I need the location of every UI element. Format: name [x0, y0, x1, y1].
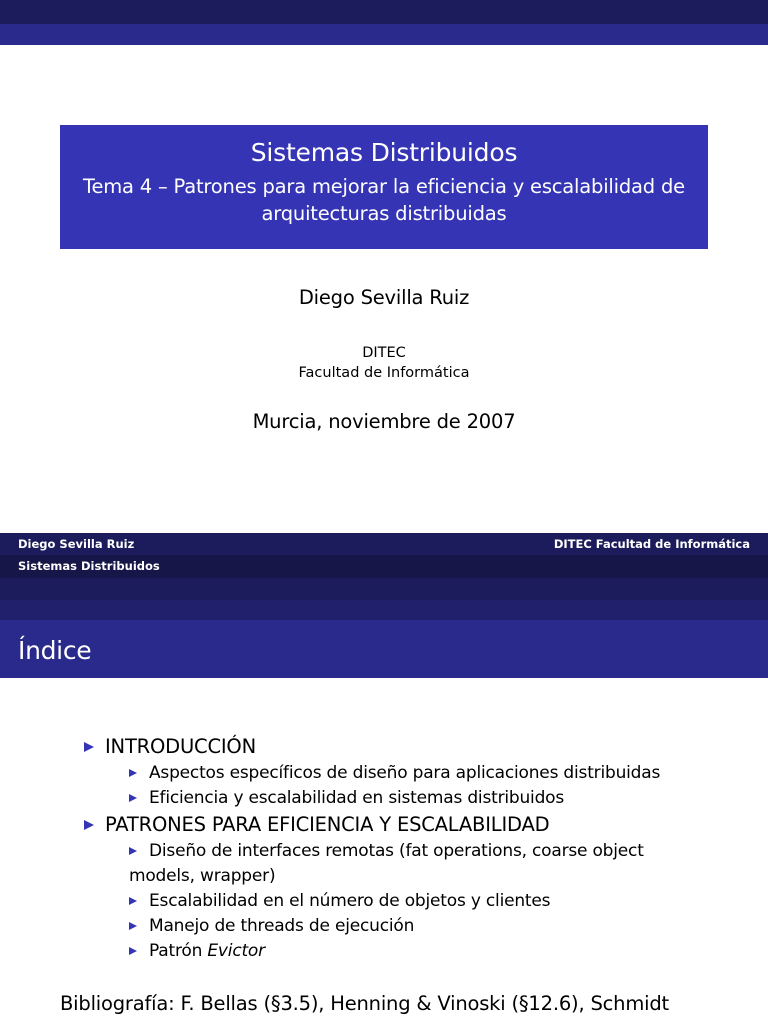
bullet-triangle-icon — [129, 847, 137, 855]
presentation-title: Sistemas Distribuidos — [250, 138, 518, 167]
bullet-triangle-icon — [129, 794, 137, 802]
slide2-header-strip — [0, 600, 768, 620]
toc-subitem-label: Manejo de threads de ejecución — [149, 916, 415, 936]
toc-subitem-continuation: models, wrapper) — [129, 866, 276, 886]
footer-author: Diego Sevilla Ruiz — [18, 537, 135, 551]
toc-sublist — [129, 761, 744, 811]
footer-short-title: Sistemas Distribuidos — [18, 559, 160, 573]
bullet-triangle-icon — [84, 820, 94, 830]
toc-subitem-label: Aspectos específicos de diseño para aplicaciones distribuidas — [149, 763, 661, 783]
author-name: Diego Sevilla Ruiz — [298, 286, 470, 309]
bullet-triangle-icon — [129, 769, 137, 777]
footer-institute: DITEC Facultad de Informática — [553, 537, 750, 551]
toc-subitem-label: Escalabilidad en el número de objetos y clientes — [149, 891, 551, 911]
presentation-date: Murcia, noviembre de 2007 — [252, 410, 516, 433]
slide2-header-band-dark — [0, 578, 768, 600]
toc-subitem-italic-term: Evictor — [207, 941, 265, 961]
toc-subitem — [129, 939, 744, 964]
toc-subitem — [129, 914, 744, 939]
toc-item — [84, 733, 744, 811]
toc-subitem-label: Patrón — [149, 941, 203, 961]
toc-subitem — [129, 786, 744, 811]
bullet-triangle-icon — [129, 922, 137, 930]
toc-sublist — [129, 839, 744, 964]
slide1-header-band-dark — [0, 0, 768, 24]
frame-title: Índice — [18, 636, 92, 665]
slide1-header-band — [0, 24, 768, 45]
toc-item — [84, 811, 744, 964]
toc-subitem-label: Eficiencia y escalabilidad en sistemas distribuidos — [149, 788, 565, 808]
title-box — [60, 125, 708, 249]
toc-item-label: PATRONES PARA EFICIENCIA Y ESCALABILIDAD — [105, 813, 550, 836]
toc-item-label: INTRODUCCIÓN — [105, 735, 256, 758]
toc-subitem — [129, 889, 744, 914]
toc-subitem-label: Diseño de interfaces remotas (fat operations, coarse object — [149, 841, 644, 861]
bibliography: Bibliografía: F. Bellas (§3.5), Henning & Vinoski (§12.6), Schmidt — [60, 992, 669, 1015]
presentation-subtitle: Tema 4 – Patrones para mejorar la eficiencia y escalabilidad de arquitecturas distribuidas — [83, 175, 685, 225]
institute — [0, 343, 768, 383]
toc-subitem — [129, 761, 744, 786]
toc-subitem — [129, 839, 744, 889]
toc-list — [84, 733, 744, 964]
institute-line-1: DITEC — [362, 345, 406, 361]
institute-line-2: Facultad de Informática — [298, 365, 470, 381]
bullet-triangle-icon — [129, 947, 137, 955]
bullet-triangle-icon — [129, 897, 137, 905]
bullet-triangle-icon — [84, 742, 94, 752]
